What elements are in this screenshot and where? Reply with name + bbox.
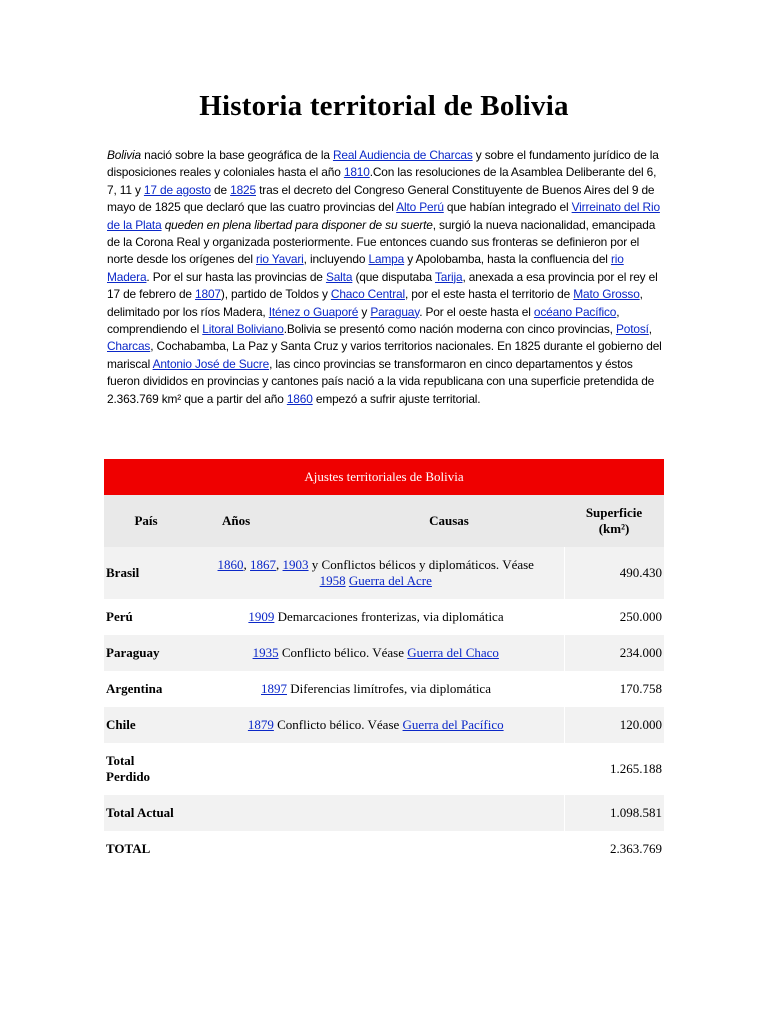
cell-country: Brasil <box>104 547 188 599</box>
table-caption: Ajustes territoriales de Bolivia <box>104 459 664 495</box>
cell-area: 170.758 <box>619 681 662 696</box>
cell-country: Paraguay <box>104 635 188 671</box>
link-tarija[interactable]: Tarija <box>434 269 463 284</box>
text-segment: y sobre el fundamento jurídico de la disposiciones reales y coloniales hasta el año <box>107 148 659 180</box>
table-row <box>104 795 664 831</box>
link-mato-grosso[interactable]: Mato Grosso <box>573 287 640 302</box>
header-causes: Causas <box>334 495 564 547</box>
cell-area: 490.430 <box>564 547 664 599</box>
text-segment: , las cinco provincias se transformaron en cinco departamentos y éstos fueron divididos en provincias y cantones país nació a la vida republicana con una superficie pretendida de 2.363.769 km² que a partir del año <box>107 356 655 406</box>
link-year[interactable]: 1935 <box>252 645 279 660</box>
cell-area: 234.000 <box>564 635 664 671</box>
link-charcas[interactable]: Charcas <box>107 339 151 354</box>
territorial-adjustments-table <box>104 459 664 867</box>
header-years: Años <box>188 495 334 547</box>
link-year[interactable]: 1867 <box>250 557 277 572</box>
cell-empty <box>188 743 564 795</box>
text-segment: Conflicto bélico. Véase <box>273 717 403 732</box>
cell-causes <box>188 547 564 599</box>
table-caption-row <box>104 459 664 495</box>
link-rio-madera[interactable]: rio Madera <box>107 252 624 284</box>
link-alto-peru[interactable]: Alto Perú <box>396 200 444 215</box>
table-row <box>104 635 664 671</box>
text-segment: , comprendiendo el <box>107 304 620 337</box>
link-guerra-del-chaco[interactable]: Guerra del Chaco <box>407 645 499 660</box>
table-row <box>104 743 664 795</box>
link-lampa[interactable]: Lampa <box>368 252 405 267</box>
text-segment: Conflicto bélico. Véase <box>278 645 408 660</box>
link-rio-yavari[interactable]: rio Yavari <box>256 252 304 267</box>
text-segment: de <box>210 182 231 197</box>
link-1810[interactable]: 1810 <box>343 165 370 180</box>
link-chaco-central[interactable]: Chaco Central <box>330 287 405 302</box>
text-segment: tras el decreto del Congreso General Constituyente de Buenos Aires del 9 de mayo de 1825 que declaró que las cuatro provincias del <box>107 182 655 215</box>
link-1825[interactable]: 1825 <box>230 182 256 197</box>
text-segment: , anexada a esa provincia por el rey el 17 de febrero de <box>107 269 658 302</box>
cell-area: 120.000 <box>564 707 664 743</box>
link-year[interactable]: 1909 <box>248 609 275 624</box>
link-guerra-del-acre[interactable]: Guerra del Acre <box>348 573 432 588</box>
text-segment: . Por el oeste hasta el <box>419 304 534 319</box>
table-row <box>104 707 664 743</box>
link-itenez-o-guapore[interactable]: Iténez o Guaporé <box>268 304 359 319</box>
intro-paragraph <box>107 147 667 408</box>
cell-total: TOTAL <box>106 841 151 856</box>
text-segment: y Conflictos bélicos y diplomáticos. Véase <box>308 557 534 572</box>
text-segment: .Con las resoluciones de la Asamblea Deliberante del 6, 7, 11 y <box>107 165 657 197</box>
text-segment: ), partido de Toldos y <box>220 287 331 302</box>
link-year[interactable]: 1879 <box>247 717 274 732</box>
link-year[interactable]: 1958 <box>319 573 346 588</box>
label-line1: Total <box>106 753 135 768</box>
link-potosi[interactable]: Potosí <box>615 322 649 337</box>
cell-causes <box>188 599 564 635</box>
cell-empty <box>188 831 564 867</box>
table-header-row <box>104 495 664 547</box>
text-segment: Demarcaciones fronterizas, via diplomática <box>274 609 504 624</box>
header-area <box>564 495 664 547</box>
link-year[interactable]: 1897 <box>261 681 288 696</box>
link-litoral-boliviano[interactable]: Litoral Boliviano <box>202 322 284 337</box>
link-1860[interactable]: 1860 <box>286 391 313 406</box>
table-row <box>104 671 664 707</box>
text-segment: que habían integrado el <box>443 200 572 215</box>
text-quote: queden en plena libertad para disponer de su suerte <box>164 217 433 232</box>
cell-country: Chile <box>104 707 188 743</box>
text-segment: , Cochabamba, La Paz y Santa Cruz y varios territorios nacionales. En 1825 durante el gobierno del mariscal <box>107 339 662 371</box>
link-guerra-del-pacifico[interactable]: Guerra del Pacífico <box>402 717 504 732</box>
text-segment: . Por el sur hasta las provincias de <box>146 269 326 284</box>
cell-causes <box>188 635 564 671</box>
text-segment: , <box>648 322 652 337</box>
table-row <box>104 599 664 635</box>
cell-total-perdido <box>104 743 188 795</box>
link-real-audiencia-de-charcas[interactable]: Real Audiencia de Charcas <box>332 148 473 162</box>
cell-causes <box>188 671 564 707</box>
link-virreinato-del-rio-de-la-plata[interactable]: Virreinato del Rio de la Plata <box>107 200 660 232</box>
text-segment: (que disputaba <box>352 269 435 284</box>
text-segment: , incluyendo <box>303 252 369 267</box>
text-segment: Diferencias limítrofes, via diplomática <box>287 681 491 696</box>
text-segment: , surgió la nueva nacionalidad, emancipada de la Corona Real y organizada posteriormente. Fue entonces cuando sus fronteras se definieron por el norte desde los orígenes del <box>107 217 656 267</box>
header-area-line2: (km²) <box>598 521 630 536</box>
text-segment: , delimitado por los ríos Madera, <box>107 287 643 319</box>
text-segment: nació sobre la base geográfica de la <box>140 148 333 162</box>
link-oceano-pacifico[interactable]: océano Pacífico <box>533 304 617 319</box>
text-segment: y <box>358 304 371 319</box>
cell-causes <box>188 707 564 743</box>
text-segment: .Bolivia se presentó como nación moderna con cinco provincias, <box>283 322 616 337</box>
table-row <box>104 547 664 599</box>
link-year[interactable]: 1903 <box>282 557 309 572</box>
link-year[interactable]: 1860 <box>217 557 244 572</box>
text-segment: , por el este hasta el territorio de <box>404 287 574 302</box>
link-salta[interactable]: Salta <box>325 269 353 284</box>
cell-area: 2.363.769 <box>610 841 662 856</box>
text-bolivia: Bolivia <box>107 148 141 162</box>
text-segment: empezó a sufrir ajuste territorial. <box>312 391 481 406</box>
cell-area: 1.265.188 <box>610 761 662 776</box>
table-row <box>104 831 664 867</box>
cell-empty <box>334 795 564 831</box>
text-segment: , <box>243 557 251 572</box>
text-segment: y Apolobamba, hasta la confluencia del <box>404 252 611 267</box>
link-antonio-jose-de-sucre[interactable]: Antonio José de Sucre <box>152 356 270 371</box>
header-area-line1: Superficie <box>585 505 643 520</box>
link-paraguay[interactable]: Paraguay <box>370 304 420 319</box>
text-segment: , <box>276 557 283 572</box>
label-line2: Perdido <box>106 769 151 784</box>
link-1807[interactable]: 1807 <box>195 287 221 302</box>
cell-total-actual: Total Actual <box>104 795 334 831</box>
cell-area: 250.000 <box>619 609 662 624</box>
cell-area: 1.098.581 <box>564 795 664 831</box>
cell-country: Argentina <box>106 681 163 696</box>
page-title: Historia territorial de Bolivia <box>199 90 569 122</box>
cell-country: Perú <box>106 609 133 624</box>
header-country: País <box>104 495 188 547</box>
link-17-de-agosto[interactable]: 17 de agosto <box>143 182 211 197</box>
